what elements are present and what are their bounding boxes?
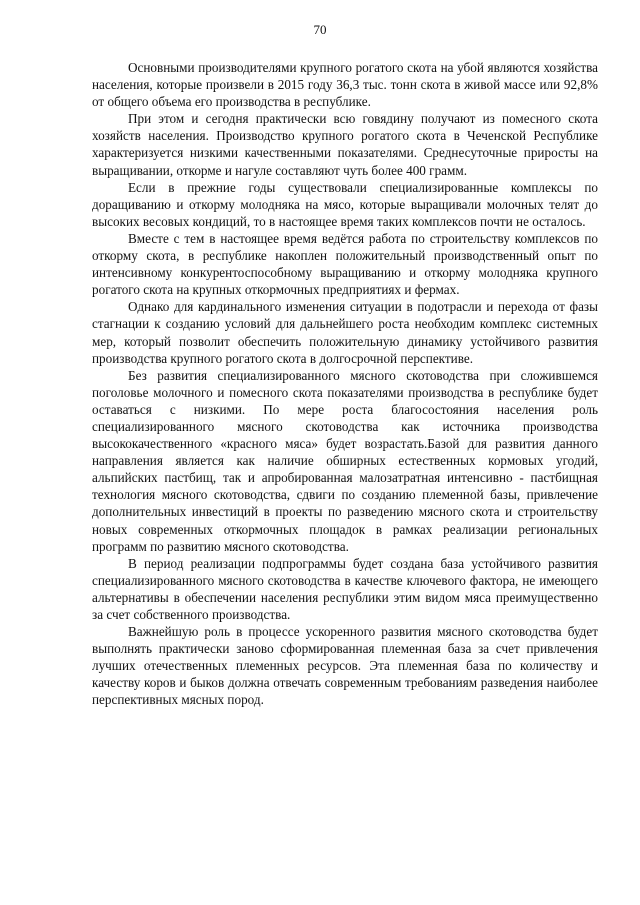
document-body — [92, 59, 598, 709]
paragraph: В период реализации подпрограммы будет создана база устойчивого развития специализированного мясного скотоводства в качестве ключевого фактора, не имеющего альтернативы в обеспечении населения республики этим видом мяса преимущественно за счет собственного производства. — [92, 555, 598, 622]
paragraph: Без развития специализированного мясного скотоводства при сложившемся поголовье молочного и помесного скота показателями производства в республике будет оставаться с низкими. По мере роста благосостояния населения роль специализированного мясного скотоводства как источника производства высококачественного «красного мяса» будет возрастать.Базой для развития данного направления является как наличие обширных естественных кормовых угодий, альпийских пастбищ, так и апробированная малозатратная интенсивно - пастбищная технология мясного скотоводства, сдвиги по созданию племенной базы, привлечение дополнительных инвестиций в проекты по разведению мясного скота и строительству новых современных откормочных площадок в рамках реализации региональных программ по развитию мясного скотоводства. — [92, 367, 598, 554]
paragraph: Основными производителями крупного рогатого скота на убой являются хозяйства населения, которые произвели в 2015 году 36,3 тыс. тонн скота в живой массе или 92,8% от общего объема его производства в республике. — [92, 60, 598, 110]
paragraph: При этом и сегодня практически всю говядину получают из помесного скота хозяйств населения. Производство крупного рогатого скота в Чеченской Республике характеризуется низкими качественными показателями. Среднесуточные приросты на выращивании, откорме и нагуле составляют чуть более 400 грамм. — [92, 111, 598, 178]
paragraph: Вместе с тем в настоящее время ведётся работа по строительству комплексов по откорму скота, в республике накоплен положительный производственный опыт по интенсивному конкурентоспособному выращиванию и откорму молодняка крупного рогатого скота на крупных откормочных предприятиях и фермах. — [92, 230, 598, 298]
paragraph: Если в прежние годы существовали специализированные комплексы по доращиванию и откорму молодняка на мясо, которые выращивали молочных телят до высоких весовых кондиций, то в настоящее время таких комплексов почти не осталось. — [92, 179, 598, 229]
paragraph: Важнейшую роль в процессе ускоренного развития мясного скотоводства будет выполнять практически заново сформированная племенная база за счет привлечения лучших отечественных племенных ресурсов. Эта племенная база по количеству и качеству коров и быков должна отвечать современным требованиям разведения наиболее перспективных мясных пород. — [92, 624, 598, 708]
page-number: 70 — [313, 22, 327, 37]
paragraph: Однако для кардинального изменения ситуации в подотрасли и перехода от фазы стагнации к созданию условий для дальнейшего роста необходим комплекс системных мер, который позволит обеспечить положительную динамику устойчивого развития производства крупного рогатого скота в долгосрочной перспективе. — [92, 299, 598, 366]
